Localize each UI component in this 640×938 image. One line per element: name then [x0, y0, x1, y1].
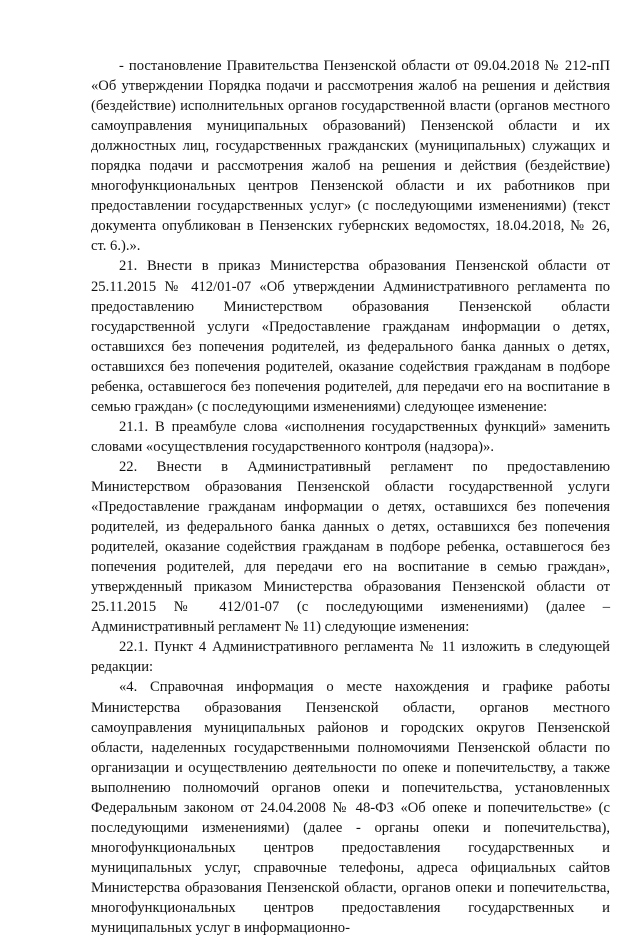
paragraph-decree-reference: - постановление Правительства Пензенской области от 09.04.2018 № 212-пП «Об утверждении Порядка подачи и рассмотрения жалоб на решения и действия (бездействие) исполнительных органов государственной власти (органов местного самоуправления муниципальных образований) Пензенской области и их должностных лиц, государственных гражданских (муниципальных) служащих и порядка подачи и рассмотрения жалоб на решения и действия (бездействие) многофункциональных центров Пензенской области и их работников при предоставлении государственных услуг» (с последующими изменениями) (текст документа опубликован в Пензенских губернских ведомостях, 18.04.2018, № 26, ст. 6.).». — [91, 58, 610, 255]
paragraph-clause-4: «4. Справочная информация о месте нахождения и графике работы Министерства образования Пензенской области, органов местного самоуправления муниципальных районов и городских округов Пензенской области, наделенных государственными полномочиями Пензенской области по организации и осуществлению деятельности по опеке и попечительству, а также выполнению полномочий органов опеки и попечительства, установленных Федеральным законом от 24.04.2008 № 48-ФЗ «Об опеке и попечительстве» (с последующими изменениями) (далее - органы опеки и попечительства), многофункциональных центров предоставления государственных и муниципальных услуг, справочные телефоны, адреса официальных сайтов Министерства образования Пензенской области, органов опеки и попечительства, многофункциональных центров предоставления государственных и муниципальных услуг в информационно- — [91, 679, 610, 937]
paragraph-item-22: 22. Внести в Административный регламент по предоставлению Министерством образования Пензенской области государственной услуги «Предоставление гражданам информации о детях, оставшихся без попечения родителей, из федерального банка данных о детях, оставшихся без попечения родителей, оказание содействия гражданам в подборе ребенка, оставшегося без попечения родителей, для передачи его на воспитание в семью граждан», утвержденный приказом Министерства образования Пензенской области от 25.11.2015 № 412/01-07 (с последующими изменениями) (далее – Административный регламент № 11) следующие изменения: — [91, 458, 610, 636]
paragraph-item-22-1: 22.1. Пункт 4 Административного регламента № 11 изложить в следующей редакции: — [91, 639, 610, 676]
paragraph-item-21: 21. Внести в приказ Министерства образования Пензенской области от 25.11.2015 № 412/01-07 «Об утверждении Административного регламента по предоставлению Министерством образования Пензенской области государственной услуги «Предоставление гражданам информации о детях, оставшихся без попечения родителей, из федерального банка данных о детях, оставшихся без попечения родителей, оказание содействия гражданам в подборе ребенка, оставшегося без попечения родителей, для передачи его на воспитание в семью граждан» (с последующими изменениями) следующее изменение: — [91, 258, 610, 415]
document-page — [91, 56, 610, 938]
paragraph-item-21-1: 21.1. В преамбуле слова «исполнения государственных функций» заменить словами «осуществления государственного контроля (надзора)». — [91, 418, 610, 455]
